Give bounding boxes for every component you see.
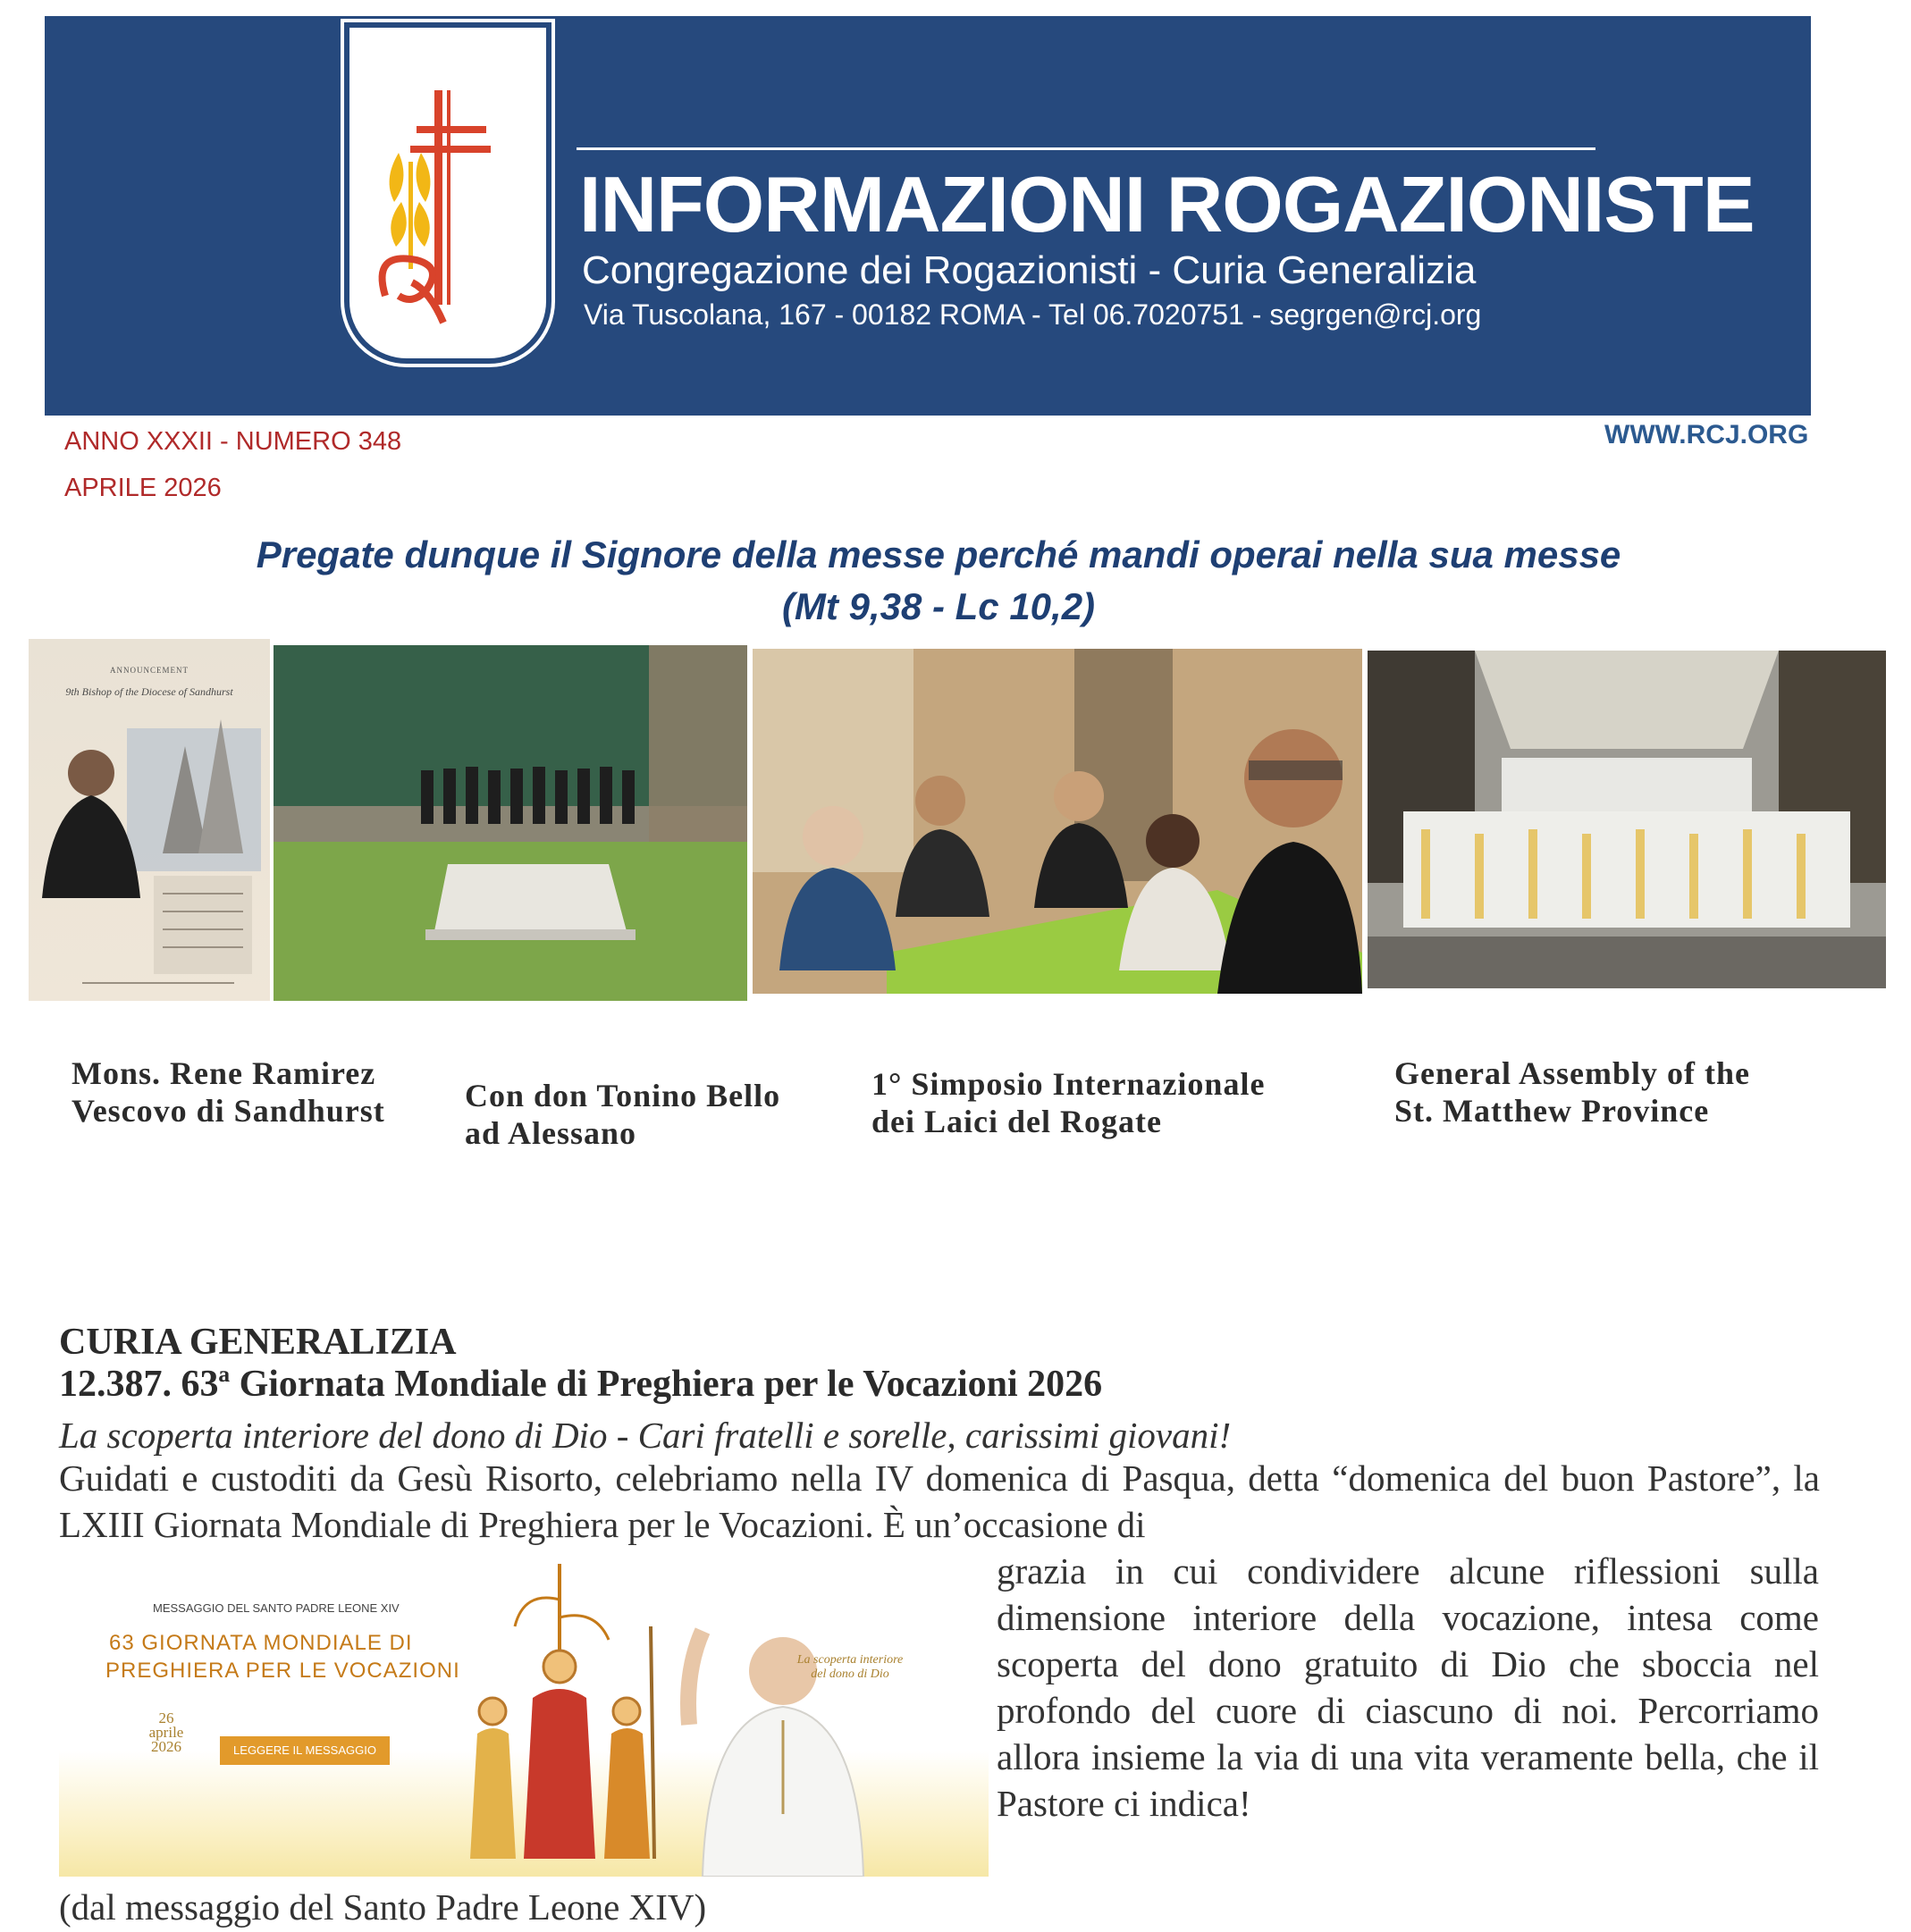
section-heading: CURIA GENERALIZIA [59,1322,457,1363]
caption-assembly [1394,1054,1750,1130]
announcement-title: 9th Bishop of the Diocese of Sandhurst [65,685,233,698]
promo-line-2: PREGHIERA PER LE VOCAZIONI [105,1659,460,1683]
promo-date-month: aprile [148,1724,184,1741]
caption-tonino-line-1: Con don Tonino Bello [465,1078,781,1113]
article-title: 12.387. 63ª Giornata Mondiale di Preghiera per le Vocazioni 2026 [59,1364,1103,1405]
promo-tagline [787,1653,913,1682]
motto-line-2: (Mt 9,38 - Lc 10,2) [781,585,1096,627]
article-body-intro: Guidati e custoditi da Gesù Risorto, celebriamo nella IV domenica di Pasqua, detta “domenica del buon Pastore”, la LXIII Giornata Mondiale di Preghiera per le Vocazioni. È un’occasione di [59,1457,1820,1545]
newsletter-subtitle: Congregazione dei Rogazionisti - Curia Generalizia [582,248,1477,292]
caption-assembly-line-1: General Assembly of the [1394,1055,1750,1091]
caption-assembly-line-2: St. Matthew Province [1394,1093,1710,1129]
newsletter-title: INFORMAZIONI ROGAZIONISTE [579,160,1755,248]
caption-bishop [72,1054,385,1130]
assembly-scene-icon [1368,651,1886,988]
promo-tagline-2: del dono di Dio [811,1667,889,1681]
motto [89,529,1788,633]
photo-bishop-announcement [29,639,270,1001]
contact-address: Via Tuscolana, 167 - 00182 ROMA - Tel 06.7020751 - segrgen@rcj.org [584,298,1482,331]
website-link[interactable]: WWW.RCJ.ORG [1604,420,1809,449]
caption-tonino-line-2: ad Alessano [465,1115,637,1151]
photo-symposium-table [753,649,1362,994]
photo-garden-grave [274,645,747,1001]
caption-bishop-line-1: Mons. Rene Ramirez [72,1055,376,1091]
article-credit: (dal messaggio del Santo Padre Leone XIV) [59,1886,707,1928]
promo-kicker: MESSAGGIO DEL SANTO PADRE LEONE XIV [153,1601,400,1615]
pope-leone-icon [667,1600,890,1877]
article-body-wrap: grazia in cui condividere alcune riflessioni sulla dimensione interiore della vocazione, intesa come scoperta del dono gratuito di Dio che sboccia nel profondo del cuore di ciascuno di noi. Percorriamo allora insieme la via di una vita veramente bella, che il Pastore ci indica! [997,1550,1819,1824]
motto-line-1: Pregate dunque il Signore della messe perché mandi operai nella sua messe [256,533,1621,575]
promo-date-year: 2026 [151,1738,181,1755]
bishop-portrait-icon [29,639,270,1001]
caption-bishop-line-2: Vescovo di Sandhurst [72,1093,385,1129]
issue-date: APRILE 2026 [64,474,222,502]
cross-wheat-r-logo [349,28,546,358]
caption-tonino-bello [465,1077,780,1152]
read-message-button[interactable]: LEGGERE IL MESSAGGIO [220,1736,390,1765]
caption-symposium-line-1: 1° Simposio Internazionale [871,1066,1266,1102]
promo-line-1: 63 GIORNATA MONDIALE DI [109,1631,413,1655]
meeting-scene-icon [753,649,1362,994]
promo-date-day: 26 [158,1709,174,1726]
announcement-heading: ANNOUNCEMENT [110,666,189,675]
caption-symposium-line-2: dei Laici del Rogate [871,1104,1162,1139]
logo-card [344,22,551,364]
promo-date [139,1711,193,1754]
article-subtitle: La scoperta interiore del dono di Dio - Cari fratelli e sorelle, carissimi giovani! [59,1415,1232,1456]
caption-symposium [871,1065,1265,1140]
vocations-message-banner [59,1564,989,1877]
good-shepherd-icon [443,1564,685,1877]
photo-general-assembly [1368,651,1886,988]
garden-scene-icon [274,645,747,1001]
promo-tagline-1: La scoperta interiore [796,1653,904,1667]
title-rule [577,147,1595,150]
issue-number: ANNO XXXII - NUMERO 348 [64,427,402,456]
